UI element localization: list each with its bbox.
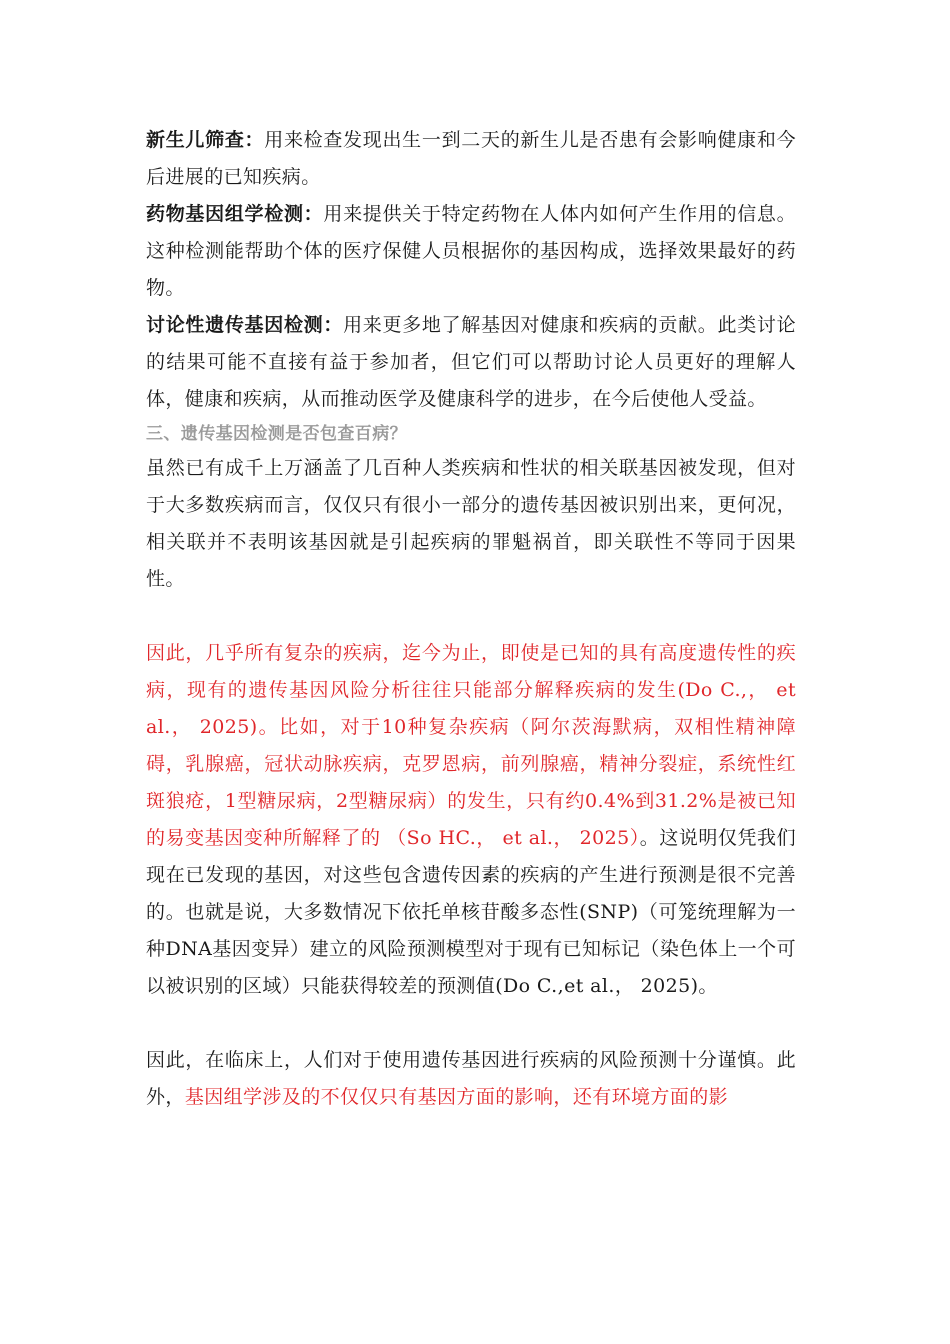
paragraph-newborn-screening: 新生儿筛查：用来检查发现出生一到二天的新生儿是否患有会影响健康和今后进展的已知疾病。 xyxy=(146,129,796,188)
term-newborn-screening: 新生儿筛查 xyxy=(146,129,245,151)
text-clinical-caution: 因此，在临床上，人们对于使用遗传基因进行疾病的风险预测十分谨慎。此外， xyxy=(146,1049,796,1108)
text-prediction-model: 。这说明仅凭我们现在已发现的基因，对这些包含遗传因素的疾病的产生进行预测是很不完善的。也就是说，大多数情况下依托单核苷酸多态性(SNP)（可笼统理解为一种DNA基因变异）建立的风险预测模型对于现有已知标记（染色体上一个可以被识别的区域）只能获得较差的预测值(Do C.,et al.， 2025)。 xyxy=(146,827,796,997)
highlighted-text-complex-diseases: 因此，几乎所有复杂的疾病，迄今为止，即使是已知的具有高度遗传性的疾病，现有的遗传基因风险分析往往只能部分解释疾病的发生(Do C.,， et al.， 2025)。比如，对于10种复杂疾病（阿尔茨海默病，双相性精神障碍，乳腺癌，冠状动脉疾病，克罗恩病，前列腺癌，精神分裂症，系统性红斑狼疮，1型糖尿病，2型糖尿病）的发生，只有约0.4%到31.2%是被已知的易变基因变种所解释了的 （So HC.， et al.， 2025） xyxy=(146,642,796,849)
paragraph-clinical-caution xyxy=(146,1042,796,1116)
paragraph-pharmacogenomics: 药物基因组学检测：用来提供关于特定药物在人体内如何产生作用的信息。这种检测能帮助个体的医疗保健人员根据你的基因构成，选择效果最好的药物。 xyxy=(146,203,797,299)
document-body xyxy=(146,122,796,1116)
paragraph-spacer xyxy=(146,1005,796,1042)
section-heading-3: 三、遗传基因检测是否包查百病？ xyxy=(146,424,407,444)
text-newborn-screening: 用来检查发现出生一到二天的新生儿是否患有会影响健康和今后进展的已知疾病。 xyxy=(146,129,796,188)
highlighted-text-genomics: 基因组学涉及的不仅仅只有基因方面的影响，还有环境方面的影 xyxy=(184,1086,729,1108)
term-research-testing: 讨论性遗传基因检测 xyxy=(146,314,324,336)
paragraph-association: 虽然已有成千上万涵盖了几百种人类疾病和性状的相关联基因被发现，但对于大多数疾病而言，仅仅只有很小一部分的遗传基因被识别出来，更何况，相关联并不表明该基因就是引起疾病的罪魁祸首，即关联性不等同于因果性。 xyxy=(146,457,796,590)
text-research-testing: 用来更多地了解基因对健康和疾病的贡献。此类讨论的结果可能不直接有益于参加者，但它们可以帮助讨论人员更好的理解人体，健康和疾病，从而推动医学及健康科学的进步，在今后使他人受益。 xyxy=(146,314,797,410)
term-pharmacogenomics: 药物基因组学检测 xyxy=(146,203,304,225)
paragraph-research-testing: 讨论性遗传基因检测：用来更多地了解基因对健康和疾病的贡献。此类讨论的结果可能不直接有益于参加者，但它们可以帮助讨论人员更好的理解人体，健康和疾病，从而推动医学及健康科学的进步，在今后使他人受益。 xyxy=(146,314,797,410)
text-pharmacogenomics: 用来提供关于特定药物在人体内如何产生作用的信息。这种检测能帮助个体的医疗保健人员根据你的基因构成，选择效果最好的药物。 xyxy=(146,203,797,299)
paragraph-complex-diseases xyxy=(146,635,796,1005)
paragraph-spacer xyxy=(146,598,796,635)
